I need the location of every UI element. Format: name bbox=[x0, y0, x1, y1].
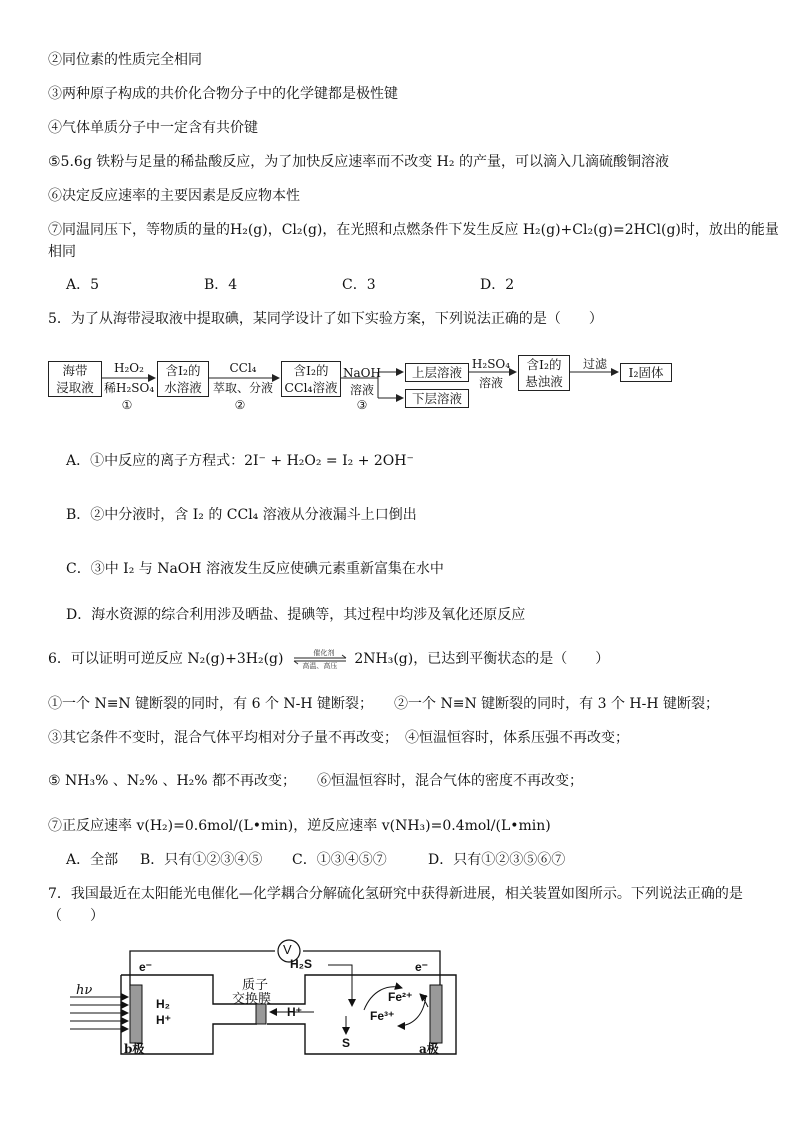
electrode-b-label: b极 bbox=[124, 1042, 145, 1056]
flow-reagent-3-top: NaOH bbox=[343, 366, 381, 380]
flow-box-upper-layer: 上层溶液 bbox=[405, 363, 469, 382]
q4-item-7: ⑦同温同压下，等物质的量的H₂(g)，Cl₂(g)，在光照和点燃条件下发生反应 H₂(g)+Cl₂(g)=2HCl(g)时，放出的能量 bbox=[48, 222, 779, 238]
q4-item-4: ④气体单质分子中一定含有共价键 bbox=[48, 120, 258, 136]
flow-reagent-3-bottom: 溶液 bbox=[349, 383, 374, 397]
fe3-label: Fe³⁺ bbox=[370, 1009, 395, 1023]
flow-reagent-2-bottom: 萃取、分液 bbox=[212, 381, 273, 395]
electron-left-label: e⁻ bbox=[139, 960, 153, 974]
q7-stem-line2: （ ） bbox=[48, 908, 104, 924]
q4-option-a[interactable]: A．5 bbox=[66, 277, 100, 293]
q4-item-7-cont: 相同 bbox=[48, 244, 76, 260]
q4-item-3: ③两种原子构成的共价化合物分子中的化学键都是极性键 bbox=[48, 86, 398, 102]
q7-stem-line1: 7．我国最近在太阳能光电催化—化学耦合分解硫化氢研究中获得新进展，相关装置如图所示。下列说法正确的是 bbox=[48, 886, 743, 902]
voltmeter-label: V bbox=[283, 942, 292, 957]
h2-label: H₂ bbox=[156, 997, 170, 1011]
q4-option-c[interactable]: C．3 bbox=[342, 277, 376, 293]
sulfur-label: S bbox=[342, 1036, 351, 1050]
h2s-label: H₂S bbox=[290, 957, 313, 971]
flow-reagent-4-top: H₂SO₄ bbox=[471, 357, 511, 371]
q6-option-d[interactable]: D．只有①②③⑤⑥⑦ bbox=[428, 852, 566, 868]
q4-item-6: ⑥决定反应速率的主要因素是反应物本性 bbox=[48, 188, 300, 204]
flow-reagent-1-top: H₂O₂ bbox=[114, 361, 144, 375]
q5-option-c[interactable]: C．③中 I₂ 与 NaOH 溶液发生反应使碘元素重新富集在水中 bbox=[66, 561, 444, 577]
light-hv-label: hν bbox=[76, 983, 93, 998]
fe2-label: Fe²⁺ bbox=[388, 990, 413, 1004]
flow-step-2: ② bbox=[234, 398, 246, 412]
membrane-label-2: 交换膜 bbox=[232, 992, 272, 1007]
q4-item-5: ⑤5.6g 铁粉与足量的稀盐酸反应，为了加快反应速率而不改变 H₂ 的产量，可以滴入几滴硫酸铜溶液 bbox=[48, 154, 669, 170]
flow-reagent-1-bottom: 稀H₂SO₄ bbox=[104, 381, 155, 395]
q4-option-b[interactable]: B．4 bbox=[204, 277, 238, 293]
q6-items-3-4: ③其它条件不变时，混合气体平均相对分子量不再改变； ④恒温恒容时，体系压强不再改变； bbox=[48, 730, 629, 746]
q5-stem: 5．为了从海带浸取液中提取碘，某同学设计了如下实验方案，下列说法正确的是（ ） bbox=[48, 311, 603, 327]
q4-item-2: ②同位素的性质完全相同 bbox=[48, 52, 202, 68]
flow-box-iodine-ccl4: 含I₂的 CCl₄溶液 bbox=[281, 361, 341, 397]
membrane-label-1: 质子 bbox=[242, 978, 269, 993]
q6-items-5-6: ⑤ NH₃% 、N₂% 、H₂% 都不再改变； ⑥恒温恒容时，混合气体的密度不再改变； bbox=[48, 773, 584, 789]
flow-reagent-4-bottom: 溶液 bbox=[478, 376, 503, 390]
q5-option-a[interactable]: A．①中反应的离子方程式：2I⁻ + H₂O₂ = I₂ + 2OH⁻ bbox=[66, 453, 414, 469]
q6-stem-a: 6．可以证明可逆反应 N₂(g)+3H₂(g) bbox=[48, 651, 284, 667]
hplus-mid-label: H⁺ bbox=[287, 1005, 302, 1019]
condition-temp-pressure: 高温、高压 bbox=[302, 662, 338, 670]
flow-box-lower-layer: 下层溶液 bbox=[405, 389, 469, 408]
condition-catalyst: 催化剂 bbox=[313, 649, 335, 657]
electrode-a-label: a极 bbox=[419, 1042, 439, 1056]
flow-box-suspension: 含I₂的 悬浊液 bbox=[518, 355, 570, 391]
q5-option-d[interactable]: D．海水资源的综合利用涉及晒盐、提碘等，其过程中均涉及氧化还原反应 bbox=[66, 607, 526, 623]
flow-box-iodine-water: 含I₂的 水溶液 bbox=[157, 361, 209, 397]
q6-items-1-2: ①一个 N≡N 键断裂的同时，有 6 个 N-H 键断裂； ②一个 N≡N 键断裂的同时，有 3 个 H-H 键断裂； bbox=[48, 696, 720, 712]
q5-option-b[interactable]: B．②中分液时，含 I₂ 的 CCl₄ 溶液从分液漏斗上口倒出 bbox=[66, 507, 417, 523]
flow-step-3: ③ bbox=[356, 398, 368, 412]
q6-option-c[interactable]: C．①③④⑤⑦ bbox=[292, 852, 387, 868]
flow-box-kelp-extract: 海带 浸取液 bbox=[48, 361, 102, 397]
flow-reagent-2-top: CCl₄ bbox=[229, 361, 257, 375]
hplus-left-label: H⁺ bbox=[156, 1013, 171, 1027]
q6-option-b[interactable]: B．只有①②③④⑤ bbox=[140, 852, 263, 868]
flow-reagent-5-top: 过滤 bbox=[582, 357, 607, 371]
q4-option-d[interactable]: D．2 bbox=[480, 277, 515, 293]
q6-stem-b: 2NH₃(g)，已达到平衡状态的是（ ） bbox=[354, 651, 610, 667]
q6-option-a[interactable]: A．全部 bbox=[66, 852, 119, 868]
flow-box-iodine-solid: I₂固体 bbox=[620, 363, 672, 382]
electron-right-label: e⁻ bbox=[415, 960, 429, 974]
flow-step-1: ① bbox=[121, 398, 133, 412]
q6-item-7: ⑦正反应速率 v(H₂)=0.6mol/(L•min)，逆反应速率 v(NH₃)=0.4mol/(L•min) bbox=[48, 818, 551, 834]
